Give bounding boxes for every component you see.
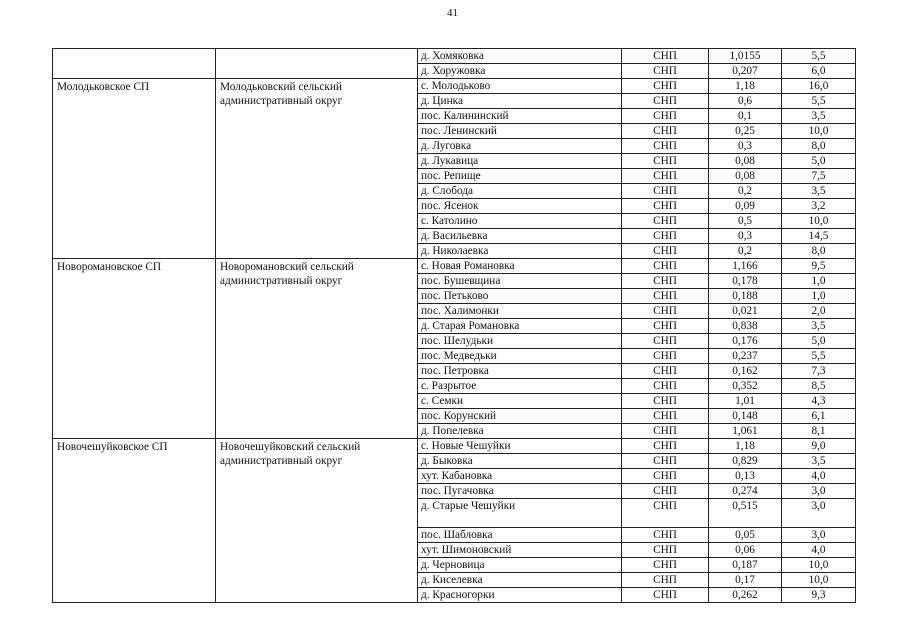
value-1-cell: 0,838 xyxy=(709,319,782,334)
locality-type-cell: СНП xyxy=(622,588,709,603)
value-2-cell: 7,5 xyxy=(782,169,856,184)
settlement-cell: Новоромановское СП xyxy=(53,259,216,439)
value-2-cell: 3,5 xyxy=(782,109,856,124)
value-2-cell: 6,1 xyxy=(782,409,856,424)
locality-name-cell: пос. Ленинский xyxy=(418,124,622,139)
value-2-cell: 10,0 xyxy=(782,558,856,573)
district-cell xyxy=(216,49,418,79)
value-2-cell: 5,5 xyxy=(782,49,856,64)
locality-type-cell: СНП xyxy=(622,274,709,289)
value-1-cell: 0,237 xyxy=(709,349,782,364)
locality-name-cell: д. Старая Романовка xyxy=(418,319,622,334)
locality-name-cell: д. Васильевка xyxy=(418,229,622,244)
table-row xyxy=(53,259,856,274)
locality-type-cell: СНП xyxy=(622,469,709,484)
locality-type-cell: СНП xyxy=(622,94,709,109)
value-2-cell: 4,3 xyxy=(782,394,856,409)
locality-type-cell: СНП xyxy=(622,379,709,394)
settlement-cell: Новочешуйковское СП xyxy=(53,439,216,603)
value-1-cell: 0,187 xyxy=(709,558,782,573)
value-2-cell: 3,5 xyxy=(782,454,856,469)
locality-type-cell: СНП xyxy=(622,319,709,334)
value-2-cell: 3,0 xyxy=(782,484,856,499)
value-2-cell: 7,3 xyxy=(782,364,856,379)
value-1-cell: 1,18 xyxy=(709,79,782,94)
value-2-cell: 5,0 xyxy=(782,334,856,349)
value-1-cell: 0,25 xyxy=(709,124,782,139)
value-1-cell: 0,2 xyxy=(709,184,782,199)
value-1-cell: 0,1 xyxy=(709,109,782,124)
locality-name-cell: хут. Шимоновский xyxy=(418,543,622,558)
value-2-cell: 8,1 xyxy=(782,424,856,439)
locality-type-cell: СНП xyxy=(622,109,709,124)
locality-name-cell: д. Старые Чешуйки xyxy=(418,499,622,528)
locality-type-cell: СНП xyxy=(622,528,709,543)
locality-type-cell: СНП xyxy=(622,154,709,169)
value-1-cell: 0,17 xyxy=(709,573,782,588)
locality-name-cell: д. Быковка xyxy=(418,454,622,469)
locality-type-cell: СНП xyxy=(622,244,709,259)
locality-type-cell: СНП xyxy=(622,334,709,349)
value-2-cell: 9,3 xyxy=(782,588,856,603)
table-row xyxy=(53,49,856,64)
locality-type-cell: СНП xyxy=(622,424,709,439)
value-2-cell: 1,0 xyxy=(782,289,856,304)
value-1-cell: 0,08 xyxy=(709,169,782,184)
value-1-cell: 1,166 xyxy=(709,259,782,274)
value-2-cell: 10,0 xyxy=(782,124,856,139)
locality-name-cell: пос. Калининский xyxy=(418,109,622,124)
locality-type-cell: СНП xyxy=(622,409,709,424)
value-2-cell: 5,5 xyxy=(782,94,856,109)
page-number: 41 xyxy=(447,7,458,19)
locality-name-cell: д. Цинка xyxy=(418,94,622,109)
value-1-cell: 0,148 xyxy=(709,409,782,424)
locality-type-cell: СНП xyxy=(622,49,709,64)
locality-name-cell: пос. Петровка xyxy=(418,364,622,379)
locality-name-cell: д. Черновица xyxy=(418,558,622,573)
locality-type-cell: СНП xyxy=(622,169,709,184)
locality-name-cell: с. Новые Чешуйки xyxy=(418,439,622,454)
settlement-cell: Молодьковское СП xyxy=(53,79,216,259)
locality-type-cell: СНП xyxy=(622,214,709,229)
value-2-cell: 8,0 xyxy=(782,244,856,259)
value-1-cell: 1,061 xyxy=(709,424,782,439)
locality-name-cell: с. Молодьково xyxy=(418,79,622,94)
locality-type-cell: СНП xyxy=(622,64,709,79)
value-1-cell: 0,08 xyxy=(709,154,782,169)
locality-name-cell: пос. Ясенок xyxy=(418,199,622,214)
value-1-cell: 0,13 xyxy=(709,469,782,484)
locality-type-cell: СНП xyxy=(622,573,709,588)
locality-name-cell: пос. Корунский xyxy=(418,409,622,424)
locality-name-cell: пос. Репище xyxy=(418,169,622,184)
locality-type-cell: СНП xyxy=(622,364,709,379)
locality-type-cell: СНП xyxy=(622,304,709,319)
value-1-cell: 0,176 xyxy=(709,334,782,349)
value-2-cell: 5,0 xyxy=(782,154,856,169)
value-2-cell: 3,5 xyxy=(782,319,856,334)
locality-type-cell: СНП xyxy=(622,79,709,94)
locality-name-cell: с. Католино xyxy=(418,214,622,229)
value-1-cell: 0,05 xyxy=(709,528,782,543)
locality-name-cell: д. Хоружовка xyxy=(418,64,622,79)
locality-name-cell: с. Разрытое xyxy=(418,379,622,394)
locality-type-cell: СНП xyxy=(622,199,709,214)
locality-name-cell: д. Николаевка xyxy=(418,244,622,259)
locality-type-cell: СНП xyxy=(622,124,709,139)
locality-type-cell: СНП xyxy=(622,259,709,274)
locality-type-cell: СНП xyxy=(622,139,709,154)
locality-type-cell: СНП xyxy=(622,349,709,364)
locality-name-cell: д. Киселевка xyxy=(418,573,622,588)
locality-type-cell: СНП xyxy=(622,184,709,199)
locality-type-cell: СНП xyxy=(622,394,709,409)
value-1-cell: 0,09 xyxy=(709,199,782,214)
locality-name-cell: д. Слобода xyxy=(418,184,622,199)
locality-name-cell: с. Семки xyxy=(418,394,622,409)
value-2-cell: 9,5 xyxy=(782,259,856,274)
locality-type-cell: СНП xyxy=(622,289,709,304)
value-1-cell: 1,0155 xyxy=(709,49,782,64)
value-2-cell: 9,0 xyxy=(782,439,856,454)
value-1-cell: 0,352 xyxy=(709,379,782,394)
value-1-cell: 0,6 xyxy=(709,94,782,109)
value-1-cell: 1,18 xyxy=(709,439,782,454)
locality-name-cell: с. Новая Романовка xyxy=(418,259,622,274)
value-1-cell: 0,06 xyxy=(709,543,782,558)
value-1-cell: 0,515 xyxy=(709,499,782,528)
value-1-cell: 0,5 xyxy=(709,214,782,229)
table-row xyxy=(53,439,856,454)
locality-name-cell: д. Попелевка xyxy=(418,424,622,439)
value-1-cell: 0,829 xyxy=(709,454,782,469)
value-1-cell: 0,3 xyxy=(709,229,782,244)
locality-name-cell: д. Лукавица xyxy=(418,154,622,169)
locality-type-cell: СНП xyxy=(622,229,709,244)
locality-name-cell: пос. Халимонки xyxy=(418,304,622,319)
value-2-cell: 2,0 xyxy=(782,304,856,319)
value-1-cell: 0,207 xyxy=(709,64,782,79)
value-2-cell: 1,0 xyxy=(782,274,856,289)
value-2-cell: 16,0 xyxy=(782,79,856,94)
locality-type-cell: СНП xyxy=(622,499,709,528)
value-1-cell: 0,188 xyxy=(709,289,782,304)
locality-name-cell: пос. Пугачовка xyxy=(418,484,622,499)
district-cell: Новоромановский сельский административный округ xyxy=(216,259,418,439)
locality-name-cell: д. Луговка xyxy=(418,139,622,154)
value-1-cell: 0,178 xyxy=(709,274,782,289)
value-1-cell: 1,01 xyxy=(709,394,782,409)
locality-name-cell: пос. Шабловка xyxy=(418,528,622,543)
locality-type-cell: СНП xyxy=(622,454,709,469)
locality-type-cell: СНП xyxy=(622,558,709,573)
value-2-cell: 8,0 xyxy=(782,139,856,154)
value-2-cell: 6,0 xyxy=(782,64,856,79)
value-1-cell: 0,2 xyxy=(709,244,782,259)
value-2-cell: 3,0 xyxy=(782,499,856,528)
locality-name-cell: пос. Медведьки xyxy=(418,349,622,364)
locality-name-cell: пос. Шелудьки xyxy=(418,334,622,349)
value-2-cell: 8,5 xyxy=(782,379,856,394)
settlement-cell xyxy=(53,49,216,79)
settlements-table xyxy=(52,48,856,603)
value-1-cell: 0,162 xyxy=(709,364,782,379)
locality-name-cell: д. Хомяковка xyxy=(418,49,622,64)
locality-type-cell: СНП xyxy=(622,484,709,499)
locality-name-cell: хут. Кабановка xyxy=(418,469,622,484)
value-2-cell: 10,0 xyxy=(782,573,856,588)
value-1-cell: 0,274 xyxy=(709,484,782,499)
locality-name-cell: д. Красногорки xyxy=(418,588,622,603)
district-cell: Молодьковский сельский административный округ xyxy=(216,79,418,259)
value-2-cell: 3,5 xyxy=(782,184,856,199)
value-1-cell: 0,3 xyxy=(709,139,782,154)
value-2-cell: 4,0 xyxy=(782,469,856,484)
district-cell: Новочешуйковский сельский административный округ xyxy=(216,439,418,603)
locality-type-cell: СНП xyxy=(622,543,709,558)
value-2-cell: 4,0 xyxy=(782,543,856,558)
value-2-cell: 3,0 xyxy=(782,528,856,543)
value-2-cell: 5,5 xyxy=(782,349,856,364)
value-1-cell: 0,262 xyxy=(709,588,782,603)
value-1-cell: 0,021 xyxy=(709,304,782,319)
table-row xyxy=(53,79,856,94)
locality-name-cell: пос. Петьково xyxy=(418,289,622,304)
locality-type-cell: СНП xyxy=(622,439,709,454)
value-2-cell: 14,5 xyxy=(782,229,856,244)
value-2-cell: 10,0 xyxy=(782,214,856,229)
table-body xyxy=(53,49,856,603)
locality-name-cell: пос. Бушевщина xyxy=(418,274,622,289)
value-2-cell: 3,2 xyxy=(782,199,856,214)
